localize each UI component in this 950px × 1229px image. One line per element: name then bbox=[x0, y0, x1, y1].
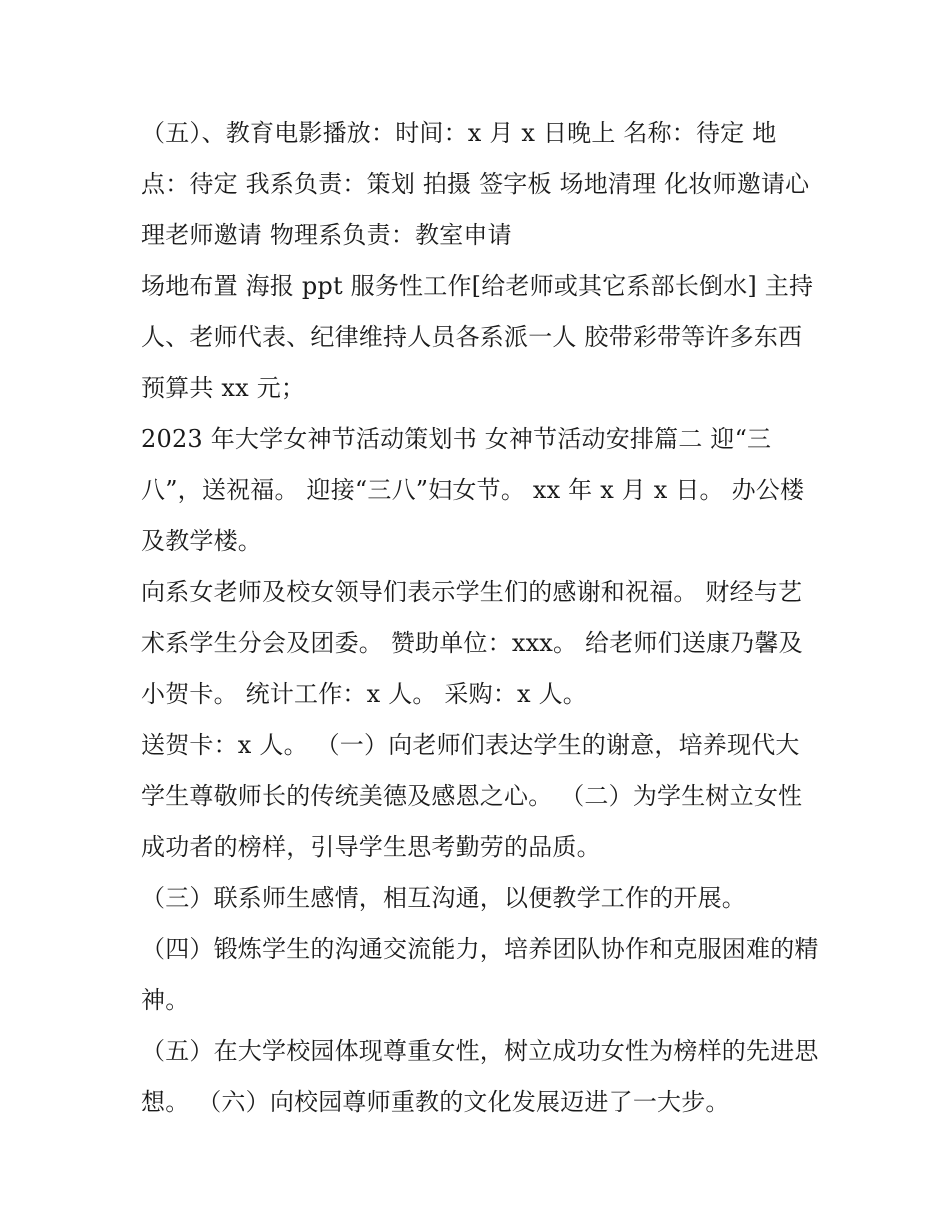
paragraph-goals-1-2: 送贺卡：x 人。 （一）向老师们表达学生的谢意，培养现代大学生尊敬师长的传统美德及感恩之心。 （二）为学生树立女性成功者的榜样，引导学生思考勤劳的品质。 bbox=[141, 731, 803, 861]
document-body bbox=[141, 108, 821, 1128]
paragraph-goals-5-6: （五）在大学校园体现尊重女性，树立成功女性为榜样的先进思想。 （六）向校园尊师重教的文化发展迈进了一大步。 bbox=[141, 1037, 819, 1116]
paragraph-goal-4: （四）锻炼学生的沟通交流能力，培养团队协作和克服困难的精神。 bbox=[141, 935, 819, 1014]
paragraph-purpose: 向系女老师及校女领导们表示学生们的感谢和祝福。 财经与艺术系学生分会及团委。 赞助单位：xxx。 给老师们送康乃馨及小贺卡。 统计工作：x 人。 采购：x 人。 bbox=[141, 578, 803, 708]
paragraph-goal-3: （三）联系师生感情，相互沟通，以便教学工作的开展。 bbox=[141, 884, 746, 912]
paragraph-venue-budget: 场地布置 海报 ppt 服务性工作[给老师或其它系部长倒水] 主持人、老师代表、纪律维持人员各系派一人 胶带彩带等许多东西预算共 xx 元； bbox=[141, 272, 814, 402]
paragraph-movie-screening: （五）、教育电影播放：时间：x 月 x 日晚上 名称：待定 地点：待定 我系负责：策划 拍摄 签字板 场地清理 化妆师邀请心理老师邀请 物理系负责：教室申请 bbox=[141, 119, 810, 249]
paragraph-plan-title: 2023 年大学女神节活动策划书 女神节活动安排篇二 迎“三八”，送祝福。 迎接“三八”妇女节。 xx 年 x 月 x 日。 办公楼及教学楼。 bbox=[141, 425, 805, 555]
